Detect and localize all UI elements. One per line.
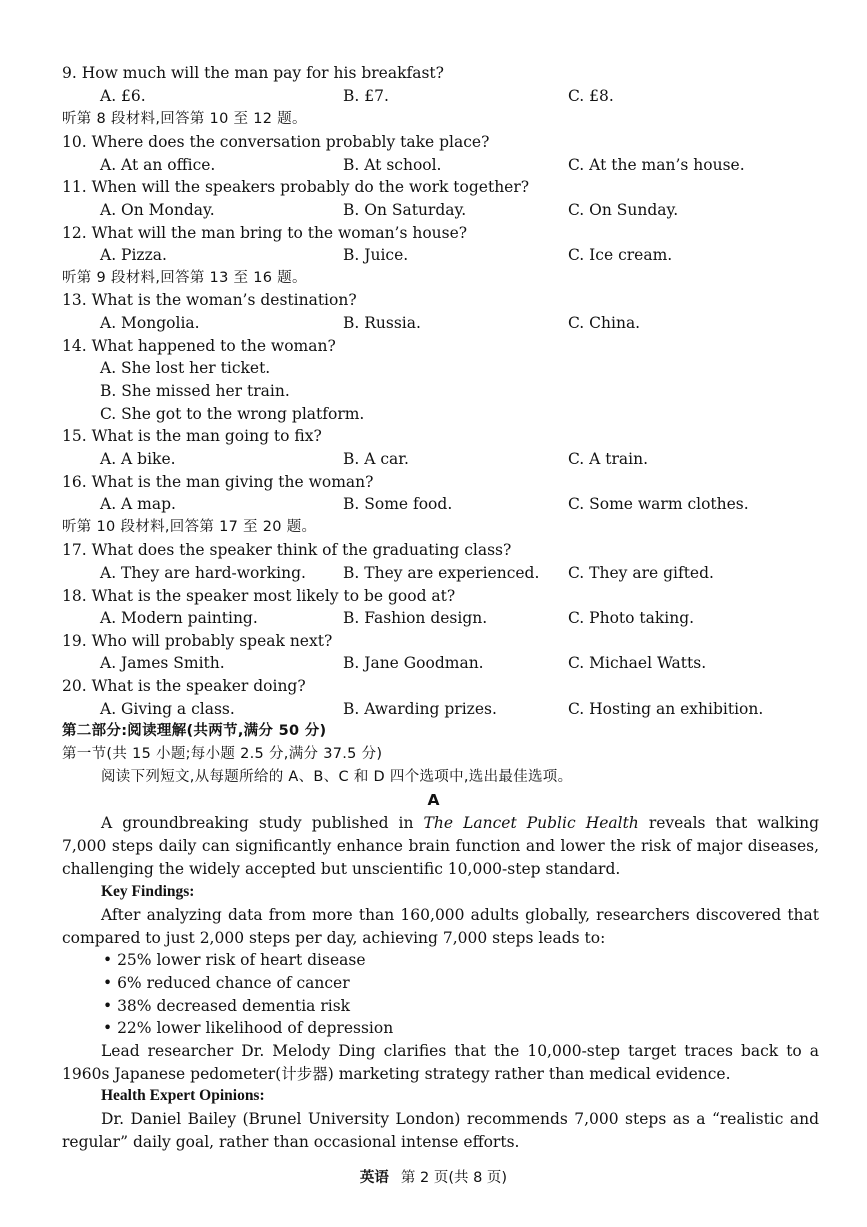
- option-a: A. Mongolia.: [100, 314, 200, 332]
- question-text: 19. Who will probably speak next?: [62, 632, 333, 650]
- bullet-item: [0, 972, 867, 995]
- paragraph-text: regular” daily goal, rather than occasional intense efforts.: [62, 1133, 520, 1151]
- option-b: B. Juice.: [343, 246, 409, 264]
- material-9-instruction: [0, 267, 867, 290]
- option-a: A. They are hard-working.: [100, 564, 306, 582]
- passage-letter: A: [427, 791, 440, 809]
- bullet-text: • 22% lower likelihood of depression: [103, 1019, 394, 1037]
- option-a: A. She lost her ticket.: [100, 359, 271, 377]
- part-2-title: [0, 720, 867, 743]
- option-a: A. James Smith.: [100, 654, 225, 672]
- option-b: B. Awarding prizes.: [343, 700, 497, 718]
- bullet-item: [0, 949, 867, 972]
- option-a: A. Pizza.: [100, 246, 167, 264]
- text-segment: A groundbreaking study published in: [101, 814, 424, 832]
- passage-p3-line2: [0, 1063, 867, 1086]
- option-b: B. On Saturday.: [343, 201, 467, 219]
- question-14-option-a: [0, 357, 867, 380]
- option-c: C. £8.: [568, 87, 614, 105]
- journal-title: The Lancet Public Health: [423, 814, 639, 832]
- question-text: 20. What is the speaker doing?: [62, 677, 306, 695]
- page-footer: [0, 1167, 867, 1189]
- option-c: C. Photo taking.: [568, 609, 695, 627]
- question-10-options: [0, 154, 867, 177]
- passage-p4-line2: [0, 1131, 867, 1154]
- paragraph-text: After analyzing data from more than 160,000 adults globally, researchers discovered that: [101, 906, 819, 924]
- option-b: B. Some food.: [343, 495, 453, 513]
- passage-p4-line1: [0, 1108, 867, 1131]
- paragraph-text: [101, 812, 819, 835]
- question-17: [0, 539, 867, 562]
- material-10-instruction: [0, 516, 867, 539]
- option-b: B. Russia.: [343, 314, 421, 332]
- question-9: [0, 62, 867, 85]
- question-12-options: [0, 244, 867, 267]
- passage-p3-line1: [0, 1040, 867, 1063]
- bullet-item: [0, 995, 867, 1018]
- option-a: A. A bike.: [100, 450, 176, 468]
- option-c: C. At the man’s house.: [568, 156, 745, 174]
- question-14-option-b: [0, 380, 867, 403]
- question-9-options: [0, 85, 867, 108]
- option-c: C. A train.: [568, 450, 649, 468]
- bullet-item: [0, 1017, 867, 1040]
- question-text: 13. What is the woman’s destination?: [62, 291, 357, 309]
- option-c: C. Some warm clothes.: [568, 495, 749, 513]
- question-10: [0, 131, 867, 154]
- question-14-option-c: [0, 403, 867, 426]
- paragraph-text: Lead researcher Dr. Melody Ding clarifies that the 10,000-step target traces back to a: [101, 1042, 819, 1060]
- question-16: [0, 471, 867, 494]
- option-c: C. They are gifted.: [568, 564, 714, 582]
- section-1-title: [0, 743, 867, 766]
- option-b: B. At school.: [343, 156, 442, 174]
- question-text: 14. What happened to the woman?: [62, 337, 336, 355]
- question-18: [0, 585, 867, 608]
- question-text: 16. What is the man giving the woman?: [62, 473, 374, 491]
- question-17-options: [0, 562, 867, 585]
- passage-p2-line2: [0, 927, 867, 950]
- option-a: A. £6.: [100, 87, 146, 105]
- question-19-options: [0, 652, 867, 675]
- option-b: B. Jane Goodman.: [343, 654, 484, 672]
- option-a: A. Modern painting.: [100, 609, 258, 627]
- question-text: 12. What will the man bring to the woman’s house?: [62, 224, 468, 242]
- option-b: B. £7.: [343, 87, 389, 105]
- passage-p1-line1: [0, 812, 867, 835]
- direction: [0, 766, 867, 789]
- option-b: B. A car.: [343, 450, 409, 468]
- question-19: [0, 630, 867, 653]
- question-20-options: [0, 698, 867, 721]
- section-heading: Health Expert Opinions:: [101, 1087, 265, 1104]
- question-11-options: [0, 199, 867, 222]
- question-text: 18. What is the speaker most likely to be good at?: [62, 587, 456, 605]
- question-15: [0, 425, 867, 448]
- option-b: B. They are experienced.: [343, 564, 540, 582]
- text-segment: reveals that walking: [638, 814, 819, 832]
- material-8-instruction: [0, 108, 867, 131]
- section-heading: Key Findings:: [101, 883, 195, 900]
- heading-key-findings: [0, 881, 867, 904]
- option-a: A. On Monday.: [100, 201, 215, 219]
- bullet-text: • 6% reduced chance of cancer: [103, 974, 350, 992]
- question-13-options: [0, 312, 867, 335]
- bullet-text: • 25% lower risk of heart disease: [103, 951, 366, 969]
- instruction-text: 听第 10 段材料,回答第 17 至 20 题。: [62, 519, 317, 535]
- option-a: A. A map.: [100, 495, 176, 513]
- paragraph-text: compared to just 2,000 steps per day, achieving 7,000 steps leads to:: [62, 929, 606, 947]
- instruction-text: 听第 8 段材料,回答第 10 至 12 题。: [62, 111, 307, 127]
- option-c: C. China.: [568, 314, 641, 332]
- option-c: C. On Sunday.: [568, 201, 679, 219]
- question-16-options: [0, 493, 867, 516]
- option-c: C. Hosting an exhibition.: [568, 700, 764, 718]
- page-number: 第 2 页(共 8 页): [400, 1170, 508, 1186]
- passage-p1-line2: [0, 835, 867, 858]
- heading-health-expert: [0, 1085, 867, 1108]
- paragraph-text: 7,000 steps daily can significantly enhance brain function and lower the risk of major diseases,: [62, 837, 819, 855]
- question-20: [0, 675, 867, 698]
- option-c: C. She got to the wrong platform.: [100, 405, 365, 423]
- question-text: 9. How much will the man pay for his breakfast?: [62, 64, 444, 82]
- question-text: 11. When will the speakers probably do the work together?: [62, 178, 530, 196]
- question-text: 15. What is the man going to fix?: [62, 427, 322, 445]
- question-text: 10. Where does the conversation probably take place?: [62, 133, 490, 151]
- bullet-text: • 38% decreased dementia risk: [103, 997, 351, 1015]
- option-b: B. Fashion design.: [343, 609, 488, 627]
- part-title: 第二部分:阅读理解(共两节,满分 50 分): [62, 723, 327, 739]
- option-c: C. Ice cream.: [568, 246, 673, 264]
- option-a: A. Giving a class.: [100, 700, 235, 718]
- passage-letter-line: [0, 789, 867, 812]
- question-18-options: [0, 607, 867, 630]
- paragraph-text: 1960s Japanese pedometer(计步器) marketing strategy rather than medical evidence.: [62, 1065, 731, 1083]
- question-12: [0, 222, 867, 245]
- section-title: 第一节(共 15 小题;每小题 2.5 分,满分 37.5 分): [62, 746, 383, 762]
- question-11: [0, 176, 867, 199]
- option-c: C. Michael Watts.: [568, 654, 707, 672]
- question-13: [0, 289, 867, 312]
- question-text: 17. What does the speaker think of the graduating class?: [62, 541, 512, 559]
- passage-p1-line3: [0, 858, 867, 881]
- question-14: [0, 335, 867, 358]
- direction-text: 阅读下列短文,从每题所给的 A、B、C 和 D 四个选项中,选出最佳选项。: [101, 769, 573, 785]
- paragraph-text: Dr. Daniel Bailey (Brunel University London) recommends 7,000 steps as a “realistic and: [101, 1110, 819, 1128]
- paragraph-text: challenging the widely accepted but unscientific 10,000-step standard.: [62, 860, 621, 878]
- question-15-options: [0, 448, 867, 471]
- footer-subject: 英语: [359, 1170, 389, 1186]
- option-a: A. At an office.: [100, 156, 216, 174]
- instruction-text: 听第 9 段材料,回答第 13 至 16 题。: [62, 270, 307, 286]
- passage-p2-line1: [0, 904, 867, 927]
- option-b: B. She missed her train.: [100, 382, 290, 400]
